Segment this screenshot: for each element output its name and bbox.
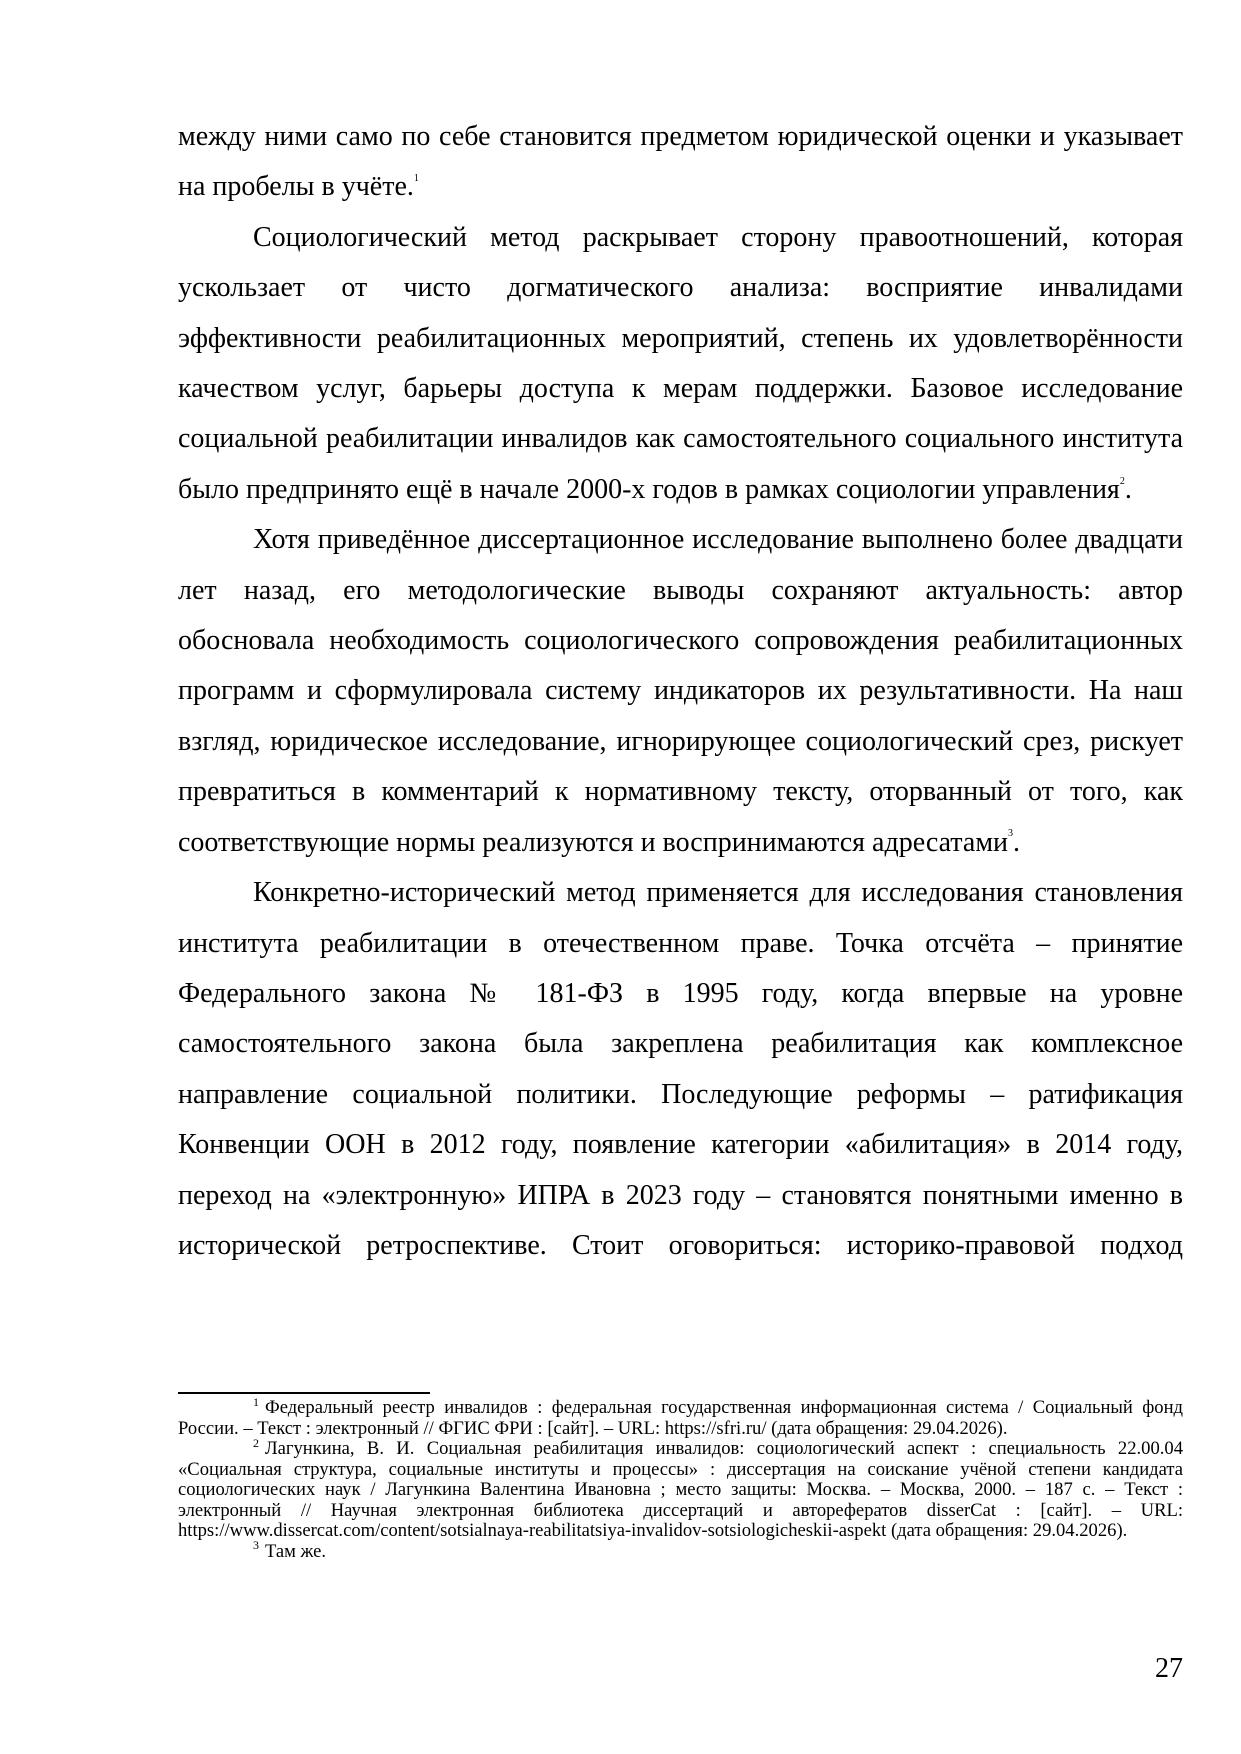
paragraph-text: Социологический метод раскрывает сторону правоотношений, которая ускользает от чисто догматического анализа: восприятие инвалидами эффективности реабилитационных мероприятий, степень их удовлетворённости качеством услуг, барьеры доступа к мерам поддержки. Базовое исследование социальной реабилитации инвалидов как самостоятельного социального института было предпринято ещё в начале 2000-х годов в рамках социологии управления (178, 221, 1183, 505)
footnote-text: Там же. (265, 1540, 327, 1562)
page-number: 27 (1155, 1653, 1183, 1684)
paragraph-dissertation (178, 515, 1183, 868)
footnote-2 (178, 1435, 1183, 1542)
footnote-text: Лагункина, В. И. Социальная реабилитация инвалидов: социологический аспект : специальность 22.00.04 «Социальная структура, социальные институты и процессы» : диссертация на соискание учёной степени кандидата социологических наук / Лагункина Валентина Ивановна ; место защиты: Москва. – Москва, 2000. – 187 с. – Текст : электронный // Научная электронная библиотека диссертаций и авторефератов disserCat : [сайт]. – URL: https://www.dissercat.com/content/sotsialnaya-reabilitatsiya-invalidov-sotsiologicheskii-aspekt (дата обращения: 29.04.2026). (178, 1438, 1183, 1541)
footnote-number: 1 (253, 1394, 259, 1409)
footnote-1 (178, 1394, 1183, 1439)
footnote-reference: 1 (413, 173, 419, 185)
footnote-separator (178, 1392, 430, 1394)
body-text (178, 112, 1183, 1271)
paragraph-tail: . (1124, 473, 1132, 505)
footnote-reference: 2 (1119, 475, 1125, 487)
footnotes (178, 1394, 1183, 1562)
footnote-number: 2 (253, 1435, 259, 1450)
paragraph-text: между ними само по себе становится предметом юридической оценки и указывает на пробелы в учёте. (178, 121, 1183, 203)
paragraph-sociological-method (178, 213, 1183, 515)
paragraph-text: Хотя приведённое диссертационное исследование выполнено более двадцати лет назад, его методологические выводы сохраняют актуальность: автор обосновала необходимость социологического сопровождения реабилитационных программ и сформулировала систему индикаторов их результативности. На наш взгляд, юридическое исследование, игнорирующее социологический срез, рискует превратиться в комментарий к нормативному тексту, оторванный от того, как соответствующие нормы реализуются и воспринимаются адресатами (178, 524, 1183, 858)
paragraph-historical-method (178, 868, 1183, 1271)
footnote-3 (178, 1538, 1183, 1563)
footnote-reference: 3 (1008, 828, 1014, 840)
paragraph-tail: . (1013, 826, 1021, 858)
footnote-number: 3 (253, 1538, 259, 1553)
footnote-text: Федеральный реестр инвалидов : федеральная государственная информационная система / Социальный фонд России. – Текст : электронный // ФГИС ФРИ : [сайт]. – URL: https://sfri.ru/ (дата обращения: 29.04.2026). (178, 1397, 1183, 1439)
paragraph-continuation (178, 112, 1183, 213)
paragraph-text: Конкретно-исторический метод применяется для исследования становления института реабилитации в отечественном праве. Точка отсчёта – принятие Федерального закона № 181-ФЗ в 1995 году, когда впервые на уровне самостоятельного закона была закреплена реабилитация как комплексное направление социальной политики. Последующие реформы – ратификация Конвенции ООН в 2012 году, появление категории «абилитация» в 2014 году, переход на «электронную» ИПРА в 2023 году – становятся понятными именно в исторической ретроспективе. Стоит оговориться: историко-правовой подход (178, 877, 1183, 1261)
